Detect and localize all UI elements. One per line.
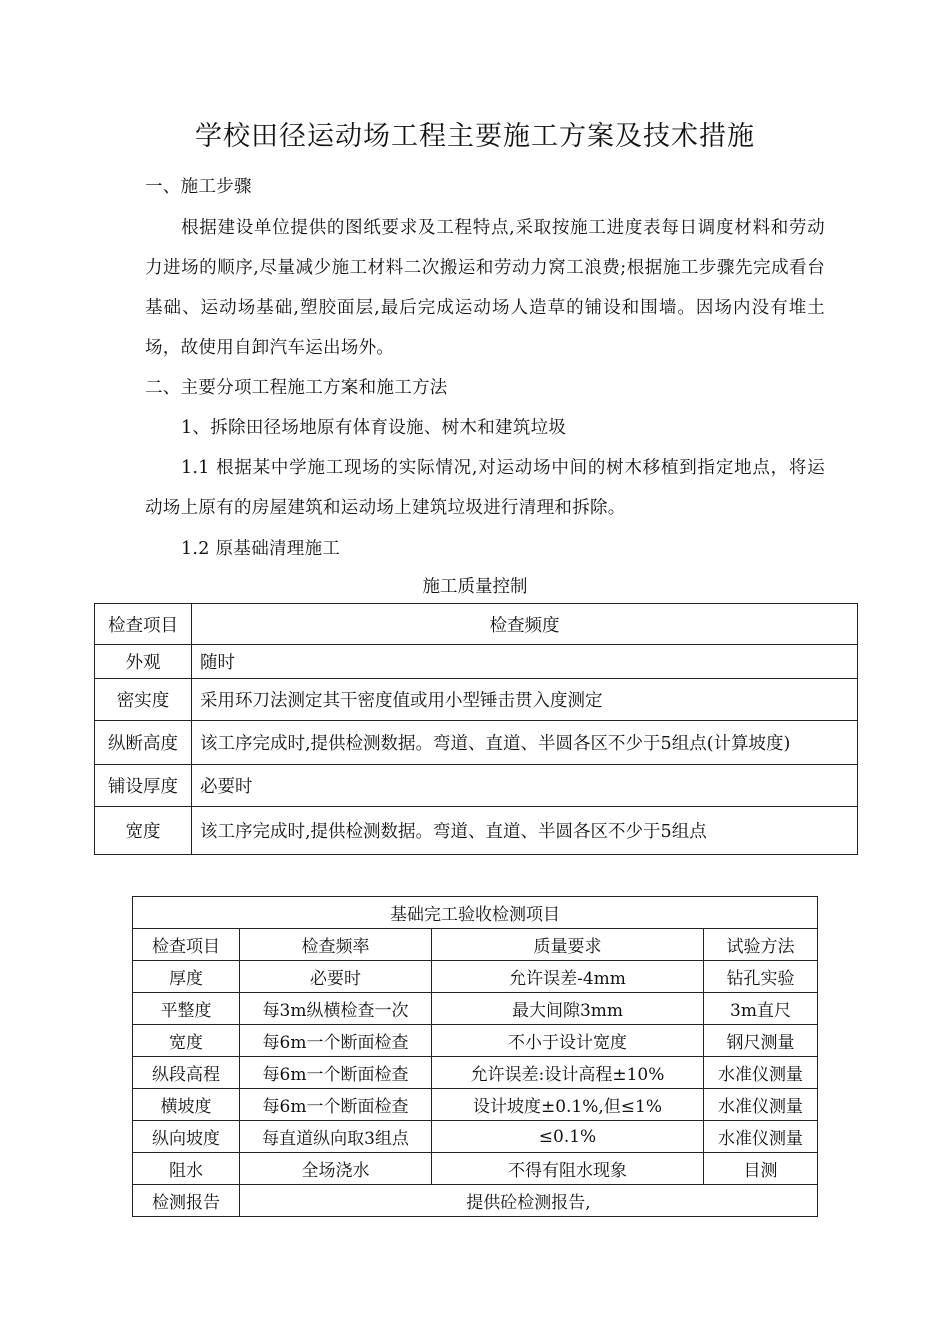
- table-cell: 宽度: [133, 1025, 240, 1057]
- table-row: [133, 1089, 818, 1121]
- table-cell: 必要时: [240, 961, 432, 993]
- paragraph-1-1: 1.1 根据某中学施工现场的实际情况,对运动场中间的树木移植到指定地点，将运动场上原有的房屋建筑和运动场上建筑垃圾进行清理和拆除。: [145, 458, 825, 518]
- table-cell: 每6m一个断面检查: [240, 1089, 432, 1121]
- frequency-cell: 随时: [192, 645, 858, 679]
- frequency-cell: 必要时: [192, 765, 858, 807]
- table-cell: 每直道纵向取3组点: [240, 1121, 432, 1153]
- table-cell: 全场浇水: [240, 1153, 432, 1185]
- table-cell: ≤0.1%: [432, 1121, 704, 1153]
- table-row: [133, 1185, 818, 1217]
- table-row: [95, 765, 858, 807]
- item-cell: 铺设厚度: [95, 765, 192, 807]
- header-cell: 检查频度: [192, 604, 858, 645]
- section-1-heading: 一、施工步骤: [145, 177, 252, 197]
- table-cell: 水准仪测量: [704, 1089, 818, 1121]
- table-1-caption: 施工质量控制: [422, 577, 528, 597]
- header-cell: 试验方法: [704, 929, 818, 961]
- table-row: [133, 1121, 818, 1153]
- frequency-cell: 该工序完成时,提供检测数据。弯道、直道、半圆各区不少于5组点(计算坡度): [192, 721, 858, 765]
- table-row: [95, 679, 858, 721]
- table-cell: 最大间隙3mm: [432, 993, 704, 1025]
- table-header-row: [95, 604, 858, 645]
- table-cell: 每6m一个断面检查: [240, 1057, 432, 1089]
- table-cell: 阻水: [133, 1153, 240, 1185]
- header-cell: 检查项目: [95, 604, 192, 645]
- page-title: 学校田径运动场工程主要施工方案及技术措施: [195, 121, 755, 152]
- table-cell: 每3m纵横检查一次: [240, 993, 432, 1025]
- table-cell: 纵向坡度: [133, 1121, 240, 1153]
- table-row: [133, 961, 818, 993]
- table-cell: 钻孔实验: [704, 961, 818, 993]
- quality-control-table: [94, 603, 858, 855]
- report-content-cell: 提供砼检测报告,: [240, 1185, 818, 1217]
- section-2-heading: 二、主要分项工程施工方案和施工方法: [145, 378, 448, 398]
- table-cell: 平整度: [133, 993, 240, 1025]
- frequency-cell: 该工序完成时,提供检测数据。弯道、直道、半圆各区不少于5组点: [192, 807, 858, 855]
- item-cell: 宽度: [95, 807, 192, 855]
- table-cell: 每6m一个断面检查: [240, 1025, 432, 1057]
- table-2-title: 基础完工验收检测项目: [133, 897, 818, 929]
- table-title-row: [133, 897, 818, 929]
- item-cell: 纵断高度: [95, 721, 192, 765]
- item-cell: 外观: [95, 645, 192, 679]
- table-cell: 横坡度: [133, 1089, 240, 1121]
- table-cell: 不得有阻水现象: [432, 1153, 704, 1185]
- acceptance-test-table: [132, 896, 818, 1217]
- table-cell: 钢尺测量: [704, 1025, 818, 1057]
- table-row: [95, 807, 858, 855]
- table-row: [133, 1153, 818, 1185]
- table-cell: 3m直尺: [704, 993, 818, 1025]
- table-cell: 允许误差-4mm: [432, 961, 704, 993]
- item-cell: 密实度: [95, 679, 192, 721]
- table-row: [133, 1057, 818, 1089]
- table-cell: 水准仪测量: [704, 1057, 818, 1089]
- table-cell: 目测: [704, 1153, 818, 1185]
- frequency-cell: 采用环刀法测定其干密度值或用小型锤击贯入度测定: [192, 679, 858, 721]
- table-row: [133, 1025, 818, 1057]
- table-cell: 不小于设计宽度: [432, 1025, 704, 1057]
- table-row: [95, 645, 858, 679]
- table-cell: 设计坡度±0.1%,但≤1%: [432, 1089, 704, 1121]
- section-1-body: 根据建设单位提供的图纸要求及工程特点,采取按施工进度表每日调度材料和劳动力进场的顺序,尽量减少施工材料二次搬运和劳动力窝工浪费;根据施工步骤先完成看台基础、运动场基础,塑胶面层,最后完成运动场人造草的铺设和围墙。因场内没有堆土场，故使用自卸汽车运出场外。: [145, 218, 825, 358]
- header-cell: 检查频率: [240, 929, 432, 961]
- table-header-row: [133, 929, 818, 961]
- table-row: [95, 721, 858, 765]
- header-cell: 检查项目: [133, 929, 240, 961]
- paragraph-1-2: 1.2 原基础清理施工: [181, 539, 341, 559]
- header-cell: 质量要求: [432, 929, 704, 961]
- table-cell: 允许误差:设计高程±10%: [432, 1057, 704, 1089]
- table-cell: 纵段高程: [133, 1057, 240, 1089]
- table-cell: 水准仪测量: [704, 1121, 818, 1153]
- table-cell: 厚度: [133, 961, 240, 993]
- table-row: [133, 993, 818, 1025]
- subsection-1-heading: 1、拆除田径场地原有体育设施、树木和建筑垃圾: [181, 418, 567, 438]
- report-item-cell: 检测报告: [133, 1185, 240, 1217]
